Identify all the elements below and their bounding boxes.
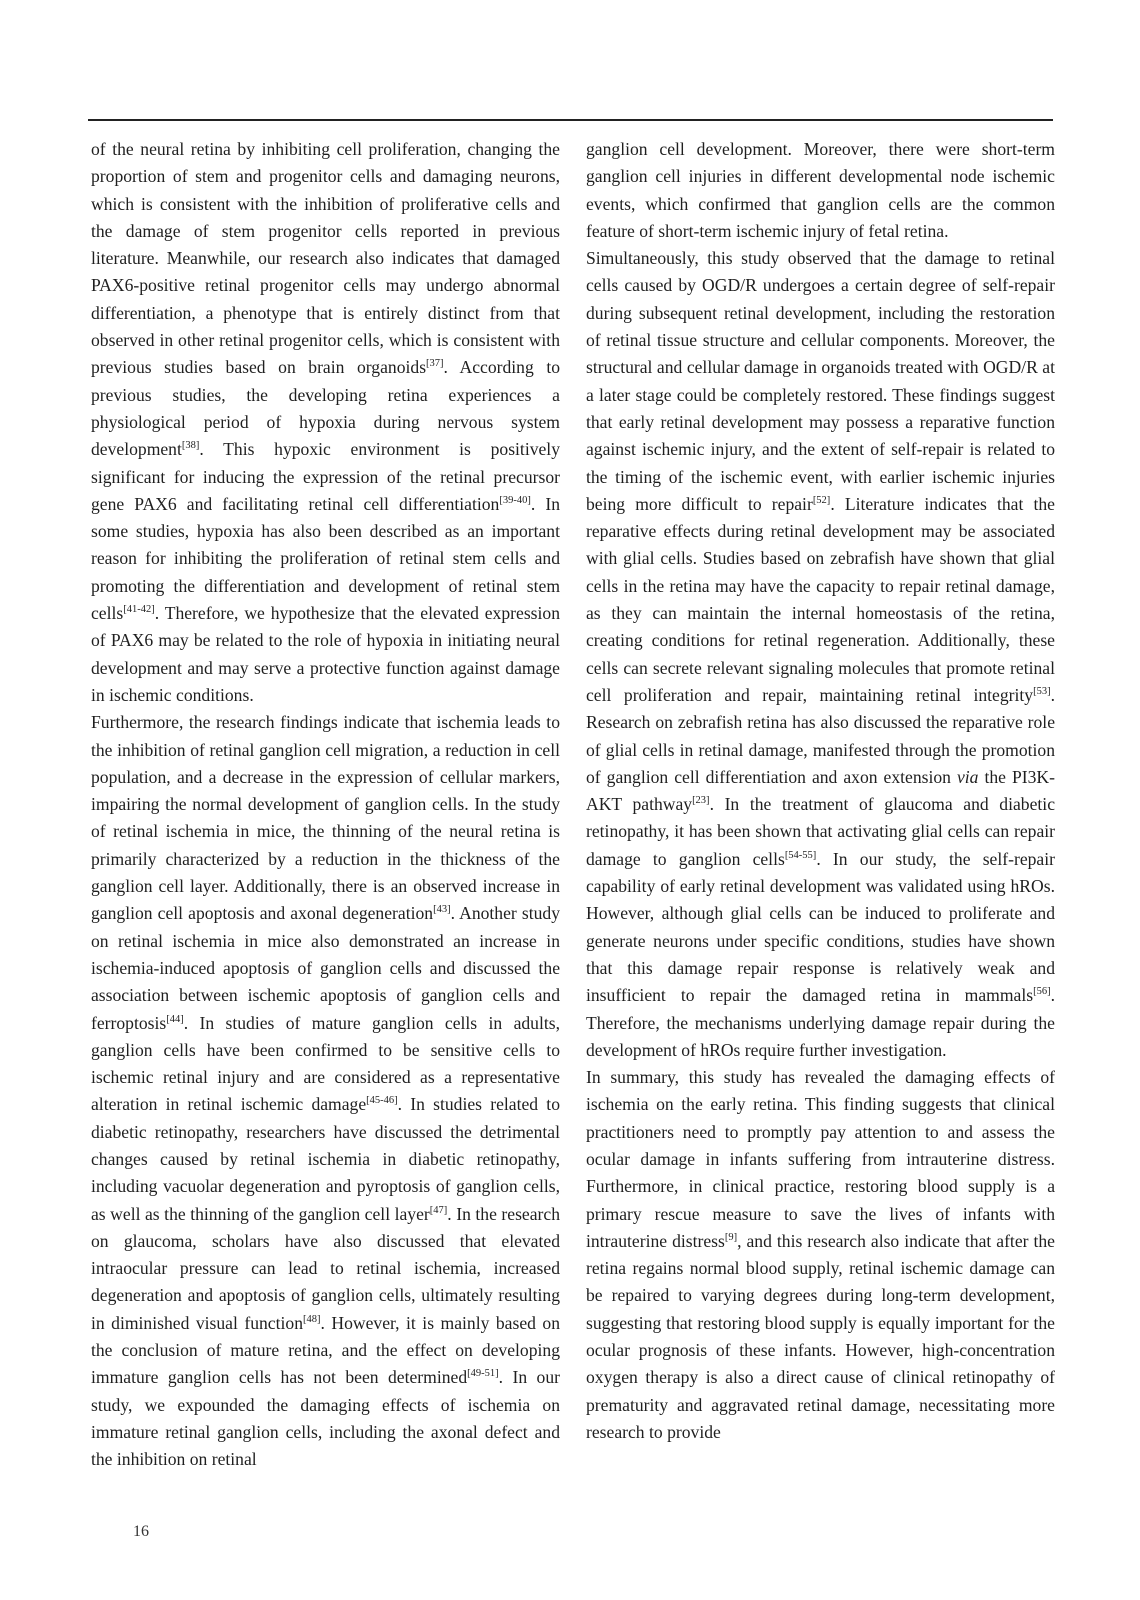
italic-term: via — [956, 766, 979, 787]
citation: [39-40] — [499, 494, 531, 506]
citation: [53] — [1033, 685, 1051, 697]
paragraph: Simultaneously, this study observed that the damage to retinal cells caused by OGD/R undergoes a certain degree of self-repair during subsequent retinal development, including the restoration of retinal tissue structure and cellular components. Moreover, the structural and cellular damage in organoids treated with OGD/R at a later stage could be completely restored. These findings suggest that early retinal development may possess a reparative function against ischemic injury, and the extent of self-repair is related to the timing of the ischemic event, with earlier ischemic injuries being more difficult to repair[52]. Literature indicates that the reparative effects during retinal development may be associated with glial cells. Studies based on zebrafish have shown that glial cells in the retina may have the capacity to repair retinal damage, as they can maintain the internal homeostasis of the retina, creating conditions for retinal regeneration. Additionally, these cells can secrete relevant signaling molecules that promote retinal cell proliferation and repair, maintaining retinal integrity[53]. Research on zebrafish retina has also discussed the reparative role of glial cells in retinal damage, manifested through the promotion of ganglion cell differentiation and axon extension via the PI3K-AKT pathway[23]. In the treatment of glaucoma and diabetic retinopathy, it has been shown that activating glial cells can repair damage to ganglion cells[54-55]. In our study, the self-repair capability of early retinal development was validated using hROs. However, although glial cells can be induced to proliferate and generate neurons under specific conditions, studies have shown that this damage repair response is relatively weak and insufficient to repair the damaged retina in mammals[56]. Therefore, the mechanisms underlying damage repair during the development of hROs require further investigation. — [586, 248, 1055, 1060]
citation: [44] — [166, 1013, 184, 1025]
page-number: 16 — [133, 1523, 149, 1540]
paragraph: In summary, this study has revealed the damaging effects of ischemia on the early retina. This finding suggests that clinical practitioners need to promptly pay attention to and assess the ocular damage in infants suffering from intrauterine distress. Furthermore, in clinical practice, restoring blood supply is a primary rescue measure to save the lives of infants with intrauterine distress[9], and this research also indicate that after the retina regains normal blood supply, retinal ischemic damage can be repaired to varying degrees during long-term development, suggesting that restoring blood supply is equally important for the ocular prognosis of these infants. However, high-concentration oxygen therapy is also a direct cause of clinical retinopathy of prematurity and aggravated retinal damage, necessitating more research to provide — [586, 1067, 1055, 1442]
citation: [48] — [303, 1313, 321, 1325]
citation: [54-55] — [784, 849, 817, 861]
citation: [56] — [1033, 986, 1051, 998]
citation: [23] — [692, 795, 710, 807]
citation: [41-42] — [123, 604, 155, 616]
citation: [47] — [429, 1204, 448, 1216]
paragraph: ganglion cell development. Moreover, there were short-term ganglion cell injuries in different developmental node ischemic events, which confirmed that ganglion cells are the common feature of short-term ischemic injury of fetal retina. — [586, 139, 1055, 241]
citation: [52] — [812, 494, 831, 506]
citation: [49-51] — [467, 1368, 499, 1380]
citation: [43] — [433, 904, 451, 916]
paragraph: of the neural retina by inhibiting cell proliferation, changing the proportion of stem and progenitor cells and damaging neurons, which is consistent with the inhibition of proliferative cells and the damage of stem progenitor cells reported in previous literature. Meanwhile, our research also indicates that damaged PAX6-positive retinal progenitor cells may undergo abnormal differentiation, a phenotype that is entirely distinct from that observed in other retinal progenitor cells, which is consistent with previous studies based on brain organoids[37]. According to previous studies, the developing retina experiences a physiological period of hypoxia during nervous system development[38]. This hypoxic environment is positively significant for inducing the expression of the retinal precursor gene PAX6 and facilitating retinal cell differentiation[39-40]. In some studies, hypoxia has also been described as an important reason for inhibiting the proliferation of retinal stem cells and promoting the differentiation and development of retinal stem cells[41-42]. Therefore, we hypothesize that the elevated expression of PAX6 may be related to the role of hypoxia in initiating neural development and may serve a protective function against damage in ischemic conditions. — [91, 139, 560, 705]
citation: [38] — [181, 440, 200, 452]
citation: [9] — [724, 1231, 738, 1243]
paragraph: Furthermore, the research findings indicate that ischemia leads to the inhibition of retinal ganglion cell migration, a reduction in cell population, and a decrease in the expression of cellular markers, impairing the normal development of ganglion cells. In the study of retinal ischemia in mice, the thinning of the neural retina is primarily characterized by a reduction in the thickness of the ganglion cell layer. Additionally, there is an observed increase in ganglion cell apoptosis and axonal degeneration[43]. Another study on retinal ischemia in mice also demonstrated an increase in ischemia-induced apoptosis of ganglion cells and discussed the association between ischemic apoptosis of ganglion cells and ferroptosis[44]. In studies of mature ganglion cells in adults, ganglion cells have been confirmed to be sensitive cells to ischemic retinal injury and are considered as a representative alteration in retinal ischemic damage[45-46]. In studies related to diabetic retinopathy, researchers have discussed the detrimental changes caused by retinal ischemia in diabetic retinopathy, including vacuolar degeneration and pyroptosis of ganglion cells, as well as the thinning of the ganglion cell layer[47]. In the research on glaucoma, scholars have also discussed that elevated intraocular pressure can lead to retinal ischemia, increased degeneration and apoptosis of ganglion cells, ultimately resulting in diminished visual function[48]. However, it is mainly based on the conclusion of mature retina, and the effect on developing immature ganglion cells has not been determined[49-51]. In our study, we expounded the damaging effects of ischemia on immature retinal ganglion cells, including the axonal defect and the inhibition on retinal — [91, 712, 561, 1470]
citation: [45-46] — [366, 1095, 398, 1107]
left-column — [91, 136, 560, 1474]
citation: [37] — [426, 358, 444, 370]
right-column — [586, 136, 1055, 1446]
header-rule — [88, 119, 1053, 121]
